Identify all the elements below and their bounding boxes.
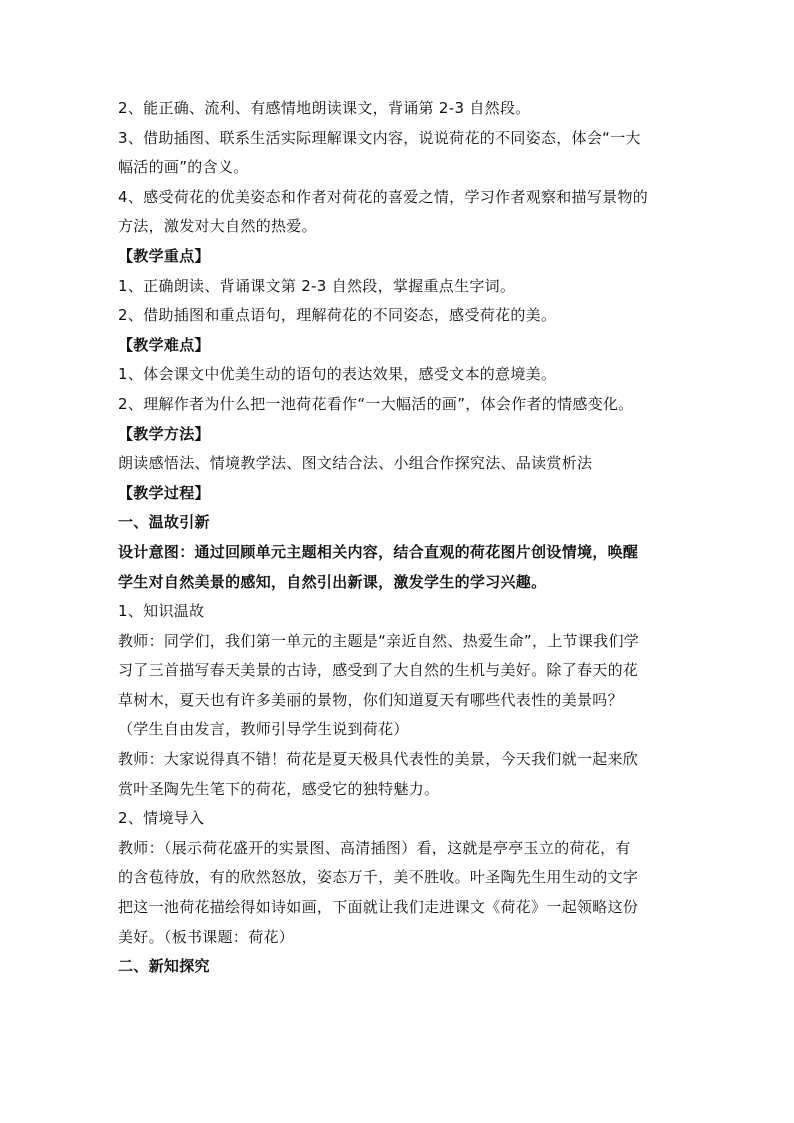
design-intent-text: 设计意图：通过回顾单元主题相关内容，结合直观的荷花图片创设情境，唤醒 xyxy=(118,542,639,561)
text-line: 1、体会课文中优美生动的语句的表达效果，感受文本的意境美。 xyxy=(118,365,557,384)
section-heading: 【教学过程】 xyxy=(118,483,210,502)
text-line: 的含苞待放，有的欣然怒放，姿态万千，美不胜收。叶圣陶先生用生动的文字 xyxy=(118,868,639,887)
text-line: 1、正确朗读、背诵课文第 2-3 自然段，掌握重点生字词。 xyxy=(118,276,516,295)
step-heading: 1、知识温故 xyxy=(118,602,205,621)
text-line: 方法，激发对大自然的热爱。 xyxy=(118,217,317,236)
text-line: 2、理解作者为什么把一池荷花看作“一大幅活的画”，体会作者的情感变化。 xyxy=(118,394,634,413)
text-line: 教师：大家说得真不错！荷花是夏天极具代表性的美景，今天我们就一起来欣 xyxy=(118,750,639,769)
text-line: 4、感受荷花的优美姿态和作者对荷花的喜爱之情，学习作者观察和描写景物的 xyxy=(118,187,649,206)
document-body xyxy=(118,94,678,982)
design-intent-text: 学生对自然美景的感知，自然引出新课，激发学生的学习兴趣。 xyxy=(118,572,547,591)
text-line: 赏叶圣陶先生笔下的荷花，感受它的独特魅力。 xyxy=(118,779,440,798)
text-line: 习了三首描写春天美景的古诗，感受到了大自然的生机与美好。除了春天的花 xyxy=(118,661,639,680)
text-line: （学生自由发言，教师引导学生说到荷花） xyxy=(118,720,409,739)
subsection-heading: 二、新知探究 xyxy=(118,957,210,976)
section-heading: 【教学重点】 xyxy=(118,246,210,265)
text-line: 2、借助插图和重点语句，理解荷花的不同姿态，感受荷花的美。 xyxy=(118,306,557,325)
step-heading: 2、情境导入 xyxy=(118,809,205,828)
subsection-heading: 一、温故引新 xyxy=(118,513,210,532)
text-line: 美好。（板书课题：荷花） xyxy=(118,927,295,946)
text-line: 朗读感悟法、情境教学法、图文结合法、小组合作探究法、品读赏析法 xyxy=(118,454,593,473)
section-heading: 【教学难点】 xyxy=(118,335,210,354)
text-line: 教师：（展示荷花盛开的实景图、高清插图）看，这就是亭亭玉立的荷花，有 xyxy=(118,838,631,857)
text-line: 幅活的画”的含义。 xyxy=(118,158,249,177)
text-line: 2、能正确、流利、有感情地朗读课文，背诵第 2-3 自然段。 xyxy=(118,99,531,117)
text-line: 教师：同学们，我们第一单元的主题是“亲近自然、热爱生命”，上节课我们学 xyxy=(118,631,640,650)
text-line: 把这一池荷花描绘得如诗如画，下面就让我们走进课文《荷花》一起领略这份 xyxy=(118,898,639,917)
text-line: 3、借助插图、联系生活实际理解课文内容，说说荷花的不同姿态，体会“一大 xyxy=(118,128,641,147)
text-line: 草树木，夏天也有许多美丽的景物，你们知道夏天有哪些代表性的美景吗？ xyxy=(118,690,623,709)
section-heading: 【教学方法】 xyxy=(118,424,210,443)
